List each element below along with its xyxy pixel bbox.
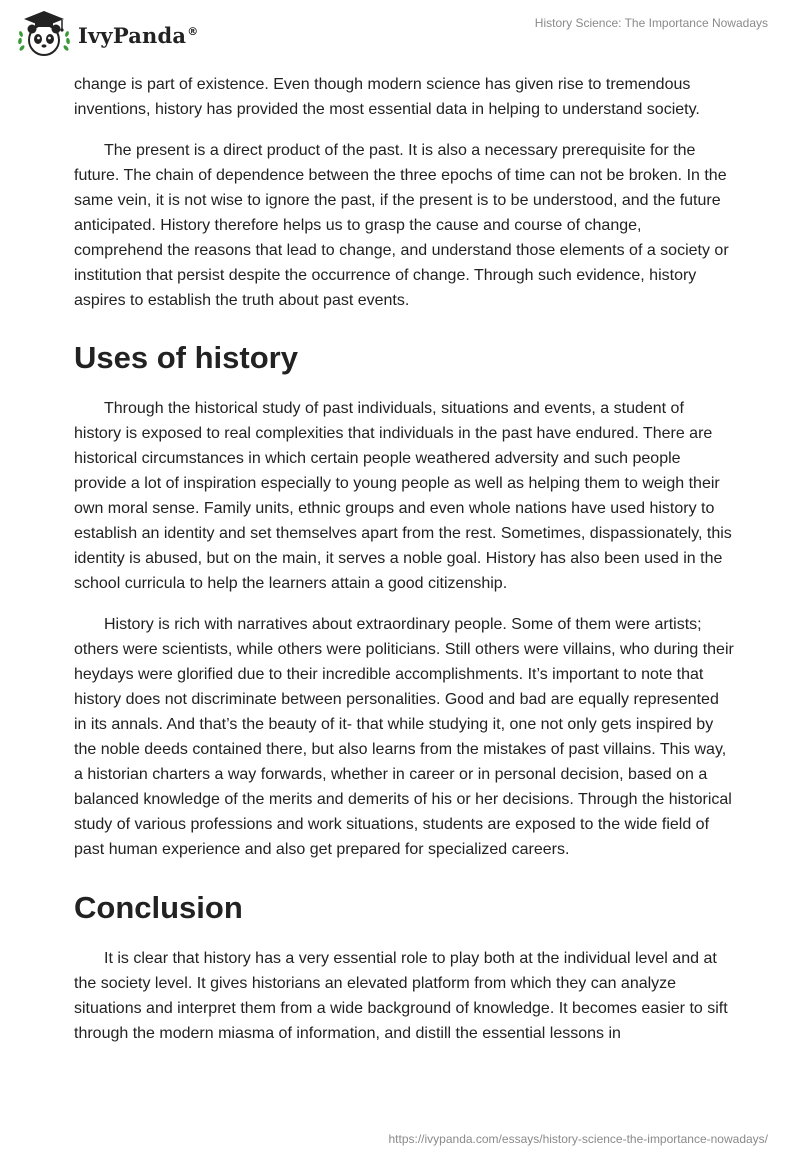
logo-wordmark — [78, 23, 198, 48]
heading-uses-of-history: Uses of history — [74, 340, 298, 375]
ivypanda-logo[interactable] — [14, 8, 198, 60]
paragraph-3: Through the historical study of past individuals, situations and events, a student of history is exposed to real complexities that individuals in the past have endured. There are historical circumstances in which certain people weathered adversity and such people provide a lot of inspiration especially to young people as well as helping them to weigh their own moral sense. Family units, ethnic groups and even whole nations have used history to establish an identity and set themselves apart from the rest. Sometimes, dispassionately, this identity is abused, but on the main, it serves a noble goal. History has also been used in the school curricula to help the learners attain a good citizenship. — [74, 400, 732, 592]
heading-conclusion: Conclusion — [74, 890, 243, 925]
paragraph-1: change is part of existence. Even though modern science has given rise to tremendous inventions, history has provided the most essential data in helping to understand society. — [74, 76, 700, 118]
page-header — [0, 0, 800, 70]
paragraph-5: It is clear that history has a very essential role to play both at the individual level and at the society level. It gives historians an elevated platform from which they can analyze situations and interpret them from a wide background of knowledge. It becomes easier to sift through the modern miasma of information, and distill the essential lessons in — [74, 950, 728, 1042]
paragraph-2: The present is a direct product of the past. It is also a necessary prerequisite for the future. The chain of dependence between the three epochs of time can not be broken. In the same vein, it is not wise to ignore the past, if the present is to be understood, and the future anticipated. History therefore helps us to grasp the cause and course of change, comprehend the reasons that lead to change, and understand those elements of a society or institution that persist despite the occurrence of change. Through such evidence, history aspires to establish the truth about past events. — [74, 142, 729, 309]
logo-text: IvyPanda — [78, 22, 187, 48]
registered-mark: ® — [187, 24, 199, 38]
panda-graduate-icon — [14, 8, 74, 60]
source-url-link[interactable]: https://ivypanda.com/essays/history-science-the-importance-nowadays/ — [388, 1132, 768, 1146]
paragraph-4: History is rich with narratives about extraordinary people. Some of them were artists; others were scientists, while others were politicians. Still others were villains, who during their heydays were glorified due to their incredible accomplishments. It’s important to note that history does not discriminate between personalities. Good and bad are equally represented in its annals. And that’s the beauty of it- that while studying it, one not only gets inspired by the noble deeds contained there, but also learns from the mistakes of past villains. This way, a historian charters a way forwards, whether in career or in personal decision, based on a balanced knowledge of the merits and demerits of his or her decisions. Through the historical study of various professions and work situations, students are exposed to the wide field of past human experience and also get prepared for specialized careers. — [74, 616, 734, 858]
essay-body — [74, 72, 734, 1046]
document-title: History Science: The Importance Nowadays — [534, 16, 768, 30]
